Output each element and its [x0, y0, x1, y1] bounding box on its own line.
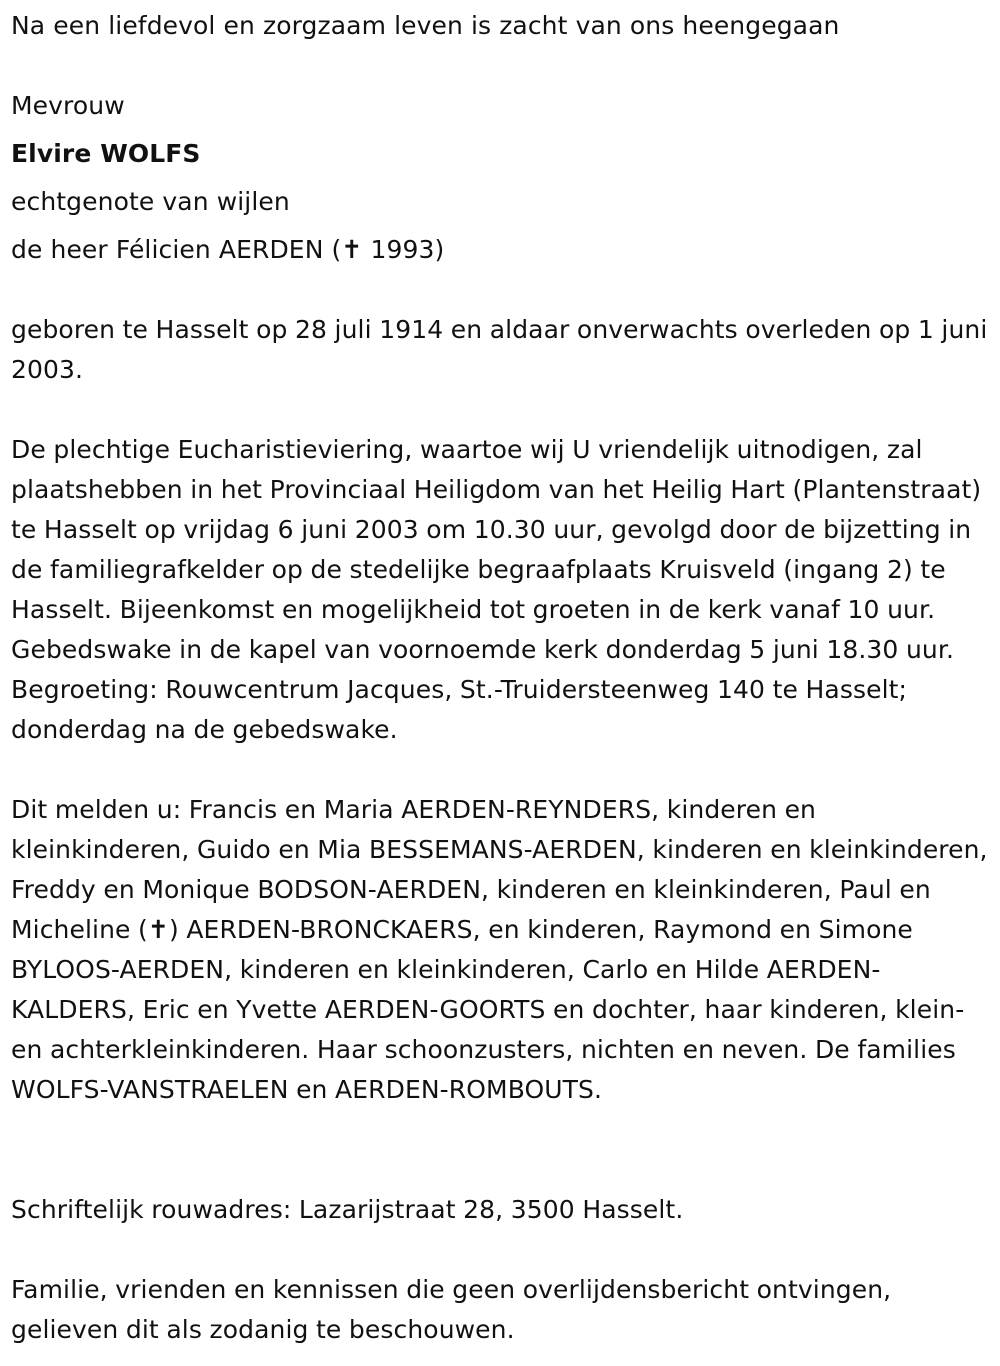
spouse-line-1: echtgenote van wijlen: [11, 187, 290, 216]
spouse-line-2: de heer Félicien AERDEN (✝ 1993): [11, 235, 445, 264]
birth-death-paragraph: geboren te Hasselt op 28 juli 1914 en aldaar onverwachts overleden op 1 juni 2003.: [11, 315, 988, 384]
closing-paragraph: Familie, vrienden en kennissen die geen overlijdensbericht ontvingen, gelieven dit als zodanig te beschouwen.: [11, 1275, 892, 1344]
intro-text: Na een liefdevol en zorgzaam leven is zacht van ons heengegaan: [11, 11, 840, 40]
deceased-name: Elvire WOLFS: [11, 139, 201, 168]
salutation: Mevrouw: [11, 91, 125, 120]
address-paragraph: Schriftelijk rouwadres: Lazarijstraat 28, 3500 Hasselt.: [11, 1195, 684, 1224]
ceremony-paragraph: De plechtige Eucharistieviering, waartoe wij U vriendelijk uitnodigen, zal plaatshebben in het Provinciaal Heiligdom van het Heilig Hart (Plantenstraat) te Hasselt op vrijdag 6 juni 2003 om 10.30 uur, gevolgd door de bijzetting in de familiegrafkelder op de stedelijke begraafplaats Kruisveld (ingang 2) te Hasselt. Bijeenkomst en mogelijkheid tot groeten in de kerk vanaf 10 uur. Gebedswake in de kapel van voornoemde kerk donderdag 5 juni 18.30 uur. Begroeting: Rouwcentrum Jacques, St.-Truidersteenweg 140 te Hasselt; donderdag na de gebedswake.: [11, 435, 982, 744]
family-paragraph: Dit melden u: Francis en Maria AERDEN-REYNDERS, kinderen en kleinkinderen, Guido en Mia BESSEMANS-AERDEN, kinderen en kleinkinderen, Freddy en Monique BODSON-AERDEN, kinderen en kleinkinderen, Paul en Micheline (✝) AERDEN-BRONCKAERS, en kinderen, Raymond en Simone BYLOOS-AERDEN, kinderen en kleinkinderen, Carlo en Hilde AERDEN-KALDERS, Eric en Yvette AERDEN-GOORTS en dochter, haar kinderen, klein- en achterkleinkinderen. Haar schoonzusters, nichten en neven. De families WOLFS-VANSTRAELEN en AERDEN-ROMBOUTS.: [11, 795, 988, 1104]
